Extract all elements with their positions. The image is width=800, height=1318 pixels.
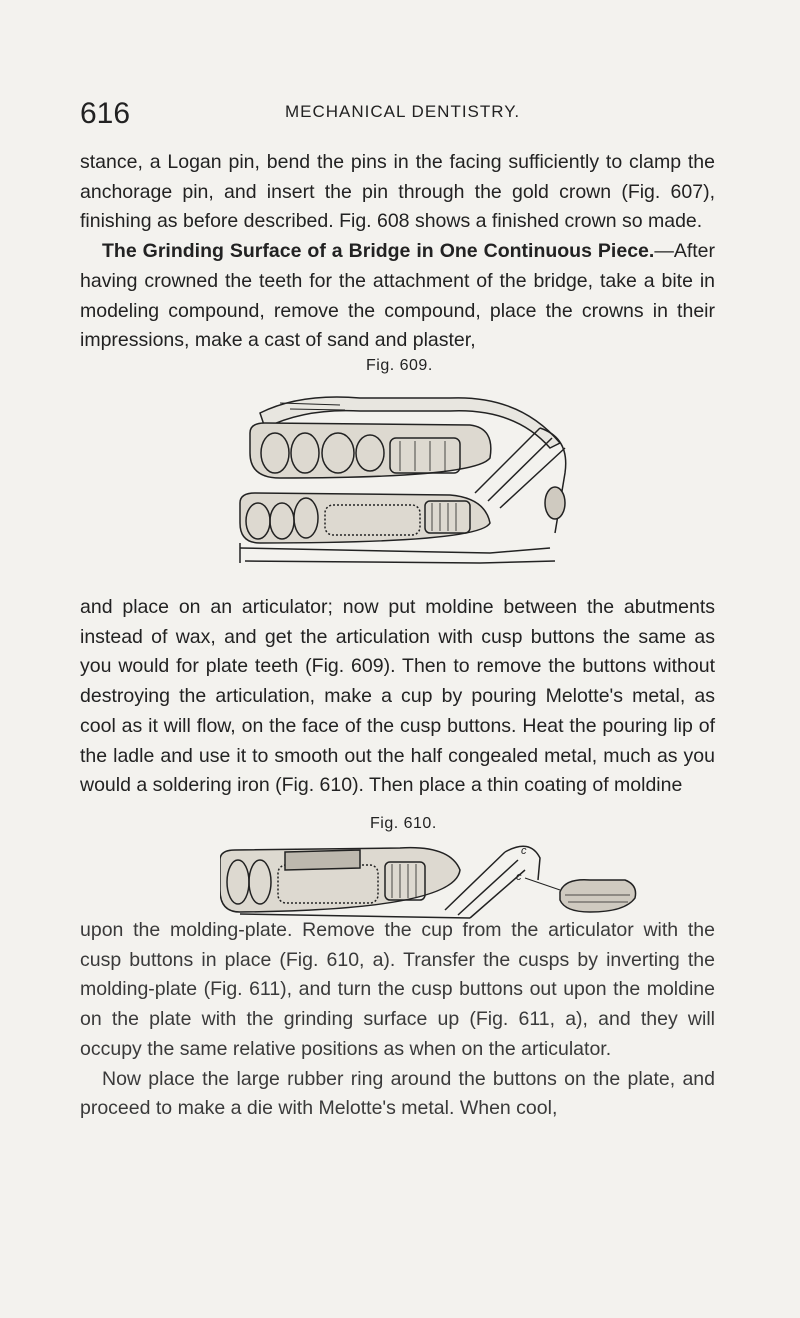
- text-block-top: [80, 148, 715, 356]
- figure-610-label-c: c: [521, 845, 527, 857]
- text-block-middle: [80, 593, 715, 801]
- paragraph-3: and place on an articulator; now put moldine between the abutments instead of wax, and get the articulation with cusp buttons the same as you would for plate teeth (Fig. 609). Then to remove the buttons without destroying the articulation, make a cup by pouring Melotte's metal, as cool as it will flow, on the face of the cusp buttons. Heat the pouring lip of the ladle and use it to smooth out the half congealed metal, much as you would a soldering iron (Fig. 610). Then place a thin coating of moldine: [80, 596, 715, 797]
- paragraph-1: stance, a Logan pin, bend the pins in the facing sufficiently to clamp the anchorage pin, and insert the pin through the gold crown (Fig. 607), finishing as before described. Fig. 608 shows a finished crown so made.: [80, 151, 715, 233]
- section-heading: The Grinding Surface of a Bridge in One Continuous Piece.: [102, 240, 655, 263]
- paragraph-4: upon the molding-plate. Remove the cup from the articulator with the cusp buttons in place (Fig. 610, a). Transfer the cusps by inverting the molding-plate (Fig. 611), and turn the cusp buttons out upon the moldine on the plate with the grinding surface up (Fig. 611, a), and they will occupy the same relative positions as when on the articulator.: [80, 919, 715, 1060]
- page-number: 616: [80, 97, 131, 130]
- paragraph-2-body: —After having crowned the teeth for the attachment of the bridge, take a bite in modeling compound, remove the compound, place the crowns in their impressions, make a cast of sand and plaster,: [80, 240, 715, 352]
- figure-609-caption: Fig. 609.: [366, 357, 433, 374]
- paragraph-2: [80, 237, 715, 356]
- figure-610-caption: Fig. 610.: [370, 815, 437, 832]
- text-block-bottom: [80, 916, 715, 1124]
- page-header: [80, 96, 720, 132]
- paragraph-5: Now place the large rubber ring around the buttons on the plate, and proceed to make a die with Melotte's metal. When cool,: [80, 1067, 715, 1120]
- figure-609-illustration: [220, 383, 580, 578]
- figure-610-illustration: [220, 840, 640, 920]
- figure-610-label-c-lower: c: [516, 871, 522, 883]
- running-head: MECHANICAL DENTISTRY.: [285, 102, 521, 121]
